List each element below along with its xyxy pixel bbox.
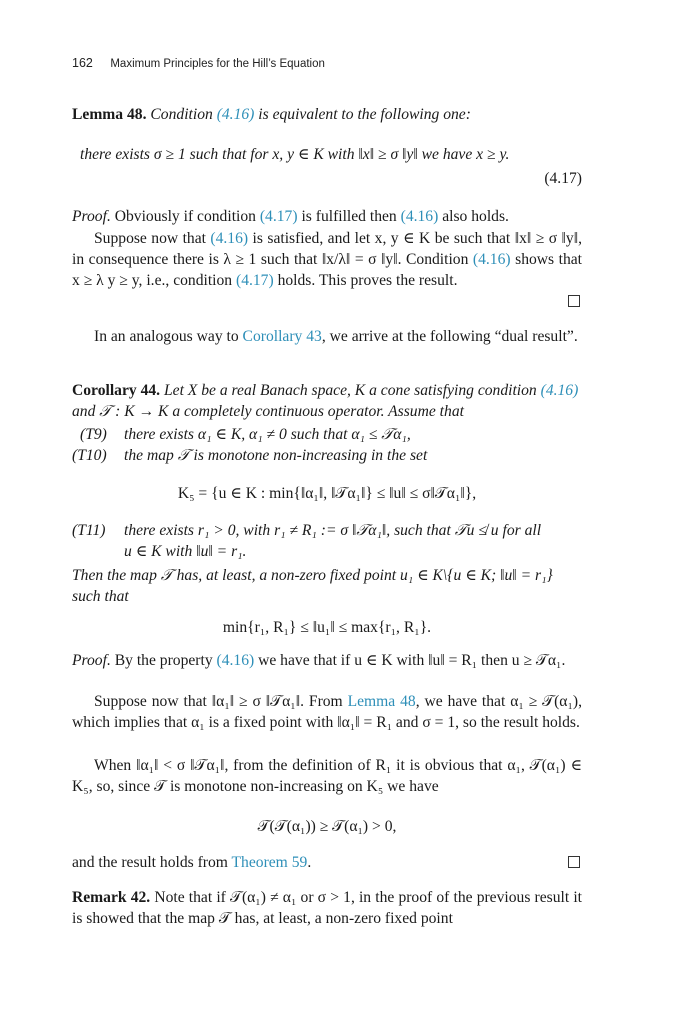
corollary-44-title: Corollary 44. xyxy=(72,382,161,399)
proof-2-text: , we have that α₁ ≥ 𝒯(α₁), which implies that α₁ is a fixed point with ‖α₁‖ = R₁ and σ = 1, so the result holds. xyxy=(72,693,582,731)
proof-1-text: Obviously if condition xyxy=(110,208,260,225)
remark-42-text: Note that if 𝒯(α₁) ≠ α₁ or σ > 1, in the proof of the previous result it is showed that the map 𝒯 has, at least, a non-zero fixed point xyxy=(72,889,582,927)
transition-text: In an analogous way to xyxy=(94,328,243,345)
proof-1-paragraph-2 xyxy=(72,228,582,291)
proof-2-final xyxy=(72,852,582,873)
proof-2-text: Suppose now that ‖α₁‖ ≥ σ ‖𝒯α₁‖. From xyxy=(94,693,348,710)
hypothesis-text: there exists α₁ ∈ K, α₁ ≠ 0 such that α₁ ≤ 𝒯α₁, xyxy=(124,426,411,443)
page-number: 162 xyxy=(72,56,93,70)
ref-4-16[interactable]: (4.16) xyxy=(216,106,255,123)
proof-1-label: Proof. xyxy=(72,208,111,225)
transition-text: , we arrive at the following “dual result”. xyxy=(321,328,578,345)
hypothesis-t11 xyxy=(72,520,582,541)
ref-4-16[interactable]: (4.16) xyxy=(400,208,439,225)
hypothesis-tag: (T11) xyxy=(72,522,106,539)
proof-1-text: is satisfied, and let x, y ∈ K be such that ‖x‖ ≥ σ ‖y‖, in consequence there is λ ≥ 1 such that ‖x/λ‖ = σ ‖y‖. Condition xyxy=(72,230,582,268)
inequality-equation: 𝒯(𝒯(α₁)) ≥ 𝒯(α₁) > 0, xyxy=(257,818,397,835)
ref-corollary-43[interactable]: Corollary 43 xyxy=(242,328,322,345)
proof-2-label: Proof. xyxy=(72,652,111,669)
lemma-48-statement xyxy=(72,104,582,125)
corollary-44-statement xyxy=(72,380,582,422)
ref-4-16[interactable]: (4.16) xyxy=(472,251,511,268)
hypothesis-text: there exists r₁ > 0, with r₁ ≠ R₁ := σ ‖𝒯α₁‖, such that 𝒯u ≰ u for all xyxy=(124,522,542,539)
set-k5-definition: K₅ = {u ∈ K : min{‖α₁‖, ‖𝒯α₁‖} ≤ ‖u‖ ≤ σ‖𝒯α₁‖}, xyxy=(177,485,477,502)
ref-theorem-59[interactable]: Theorem 59 xyxy=(231,854,308,871)
proof-2-text: and the result holds from xyxy=(72,854,232,871)
corollary-44-conclusion-cont: such that xyxy=(72,588,129,605)
hypothesis-t10 xyxy=(72,445,582,466)
ref-4-17[interactable]: (4.17) xyxy=(236,272,274,289)
equation-number-4-17: (4.17) xyxy=(544,170,582,187)
ref-lemma-48[interactable]: Lemma 48 xyxy=(347,693,416,710)
proof-1-line-1 xyxy=(72,206,582,227)
proof-1-text: Suppose now that xyxy=(94,230,211,247)
lemma-48-text-a: Condition xyxy=(150,106,217,123)
proof-1-text: also holds. xyxy=(438,208,509,225)
ref-4-16[interactable]: (4.16) xyxy=(210,230,249,247)
lemma-48-text-b: is equivalent to the following one: xyxy=(254,106,471,123)
proof-2-text: By the property xyxy=(110,652,217,669)
proof-1-text: holds. This proves the result. xyxy=(273,272,458,289)
ref-4-16[interactable]: (4.16) xyxy=(216,652,255,669)
ref-4-17[interactable]: (4.17) xyxy=(259,208,298,225)
proof-1-text: is fulfilled then xyxy=(297,208,401,225)
corollary-44-text: and 𝒯 : K → K a completely continuous operator. Assume that xyxy=(72,403,464,420)
proof-1-text: shows that x ≥ λ y ≥ y, i.e., condition xyxy=(72,251,583,289)
hypothesis-tag: (T9) xyxy=(80,426,107,443)
minmax-bound: min{r₁, R₁} ≤ ‖u₁‖ ≤ max{r₁, R₁}. xyxy=(222,619,432,636)
hypothesis-t9 xyxy=(72,424,582,445)
proof-2-paragraph-3: When ‖α₁‖ < σ ‖𝒯α₁‖, from the definition of R₁ it is obvious that α₁, 𝒯(α₁) ∈ K₅, so, since 𝒯 is monotone non-increasing on K₅ we have xyxy=(72,757,582,795)
running-head xyxy=(72,56,325,70)
proof-2-paragraph-2 xyxy=(72,691,582,733)
corollary-44-text: Let X be a real Banach space, K a cone satisfying condition xyxy=(160,382,541,399)
corollary-44-conclusion: Then the map 𝒯 has, at least, a non-zero fixed point u₁ ∈ K\{u ∈ K; ‖u‖ = r₁} xyxy=(72,567,553,584)
hypothesis-t11-continuation: u ∈ K with ‖u‖ = r₁. xyxy=(124,543,247,560)
qed-box xyxy=(568,295,580,307)
lemma-48-condition: there exists σ ≥ 1 such that for x, y ∈ K with ‖x‖ ≥ σ ‖y‖ we have x ≥ y. xyxy=(80,146,510,163)
proof-2-text: we have that if u ∈ K with ‖u‖ = R₁ then u ≥ 𝒯α₁. xyxy=(254,652,566,669)
remark-42-title: Remark 42. xyxy=(72,889,151,906)
proof-2-text: . xyxy=(307,854,312,871)
lemma-48-title: Lemma 48. xyxy=(72,106,147,123)
ref-4-16[interactable]: (4.16) xyxy=(540,382,579,399)
qed-box xyxy=(568,856,580,868)
hypothesis-tag: (T10) xyxy=(72,447,107,464)
hypothesis-text: the map 𝒯 is monotone non-increasing in the set xyxy=(124,447,428,464)
running-title: Maximum Principles for the Hill’s Equation xyxy=(110,58,325,70)
transition-paragraph xyxy=(72,326,582,347)
remark-42 xyxy=(72,887,582,929)
proof-2-paragraph-1 xyxy=(72,650,582,671)
